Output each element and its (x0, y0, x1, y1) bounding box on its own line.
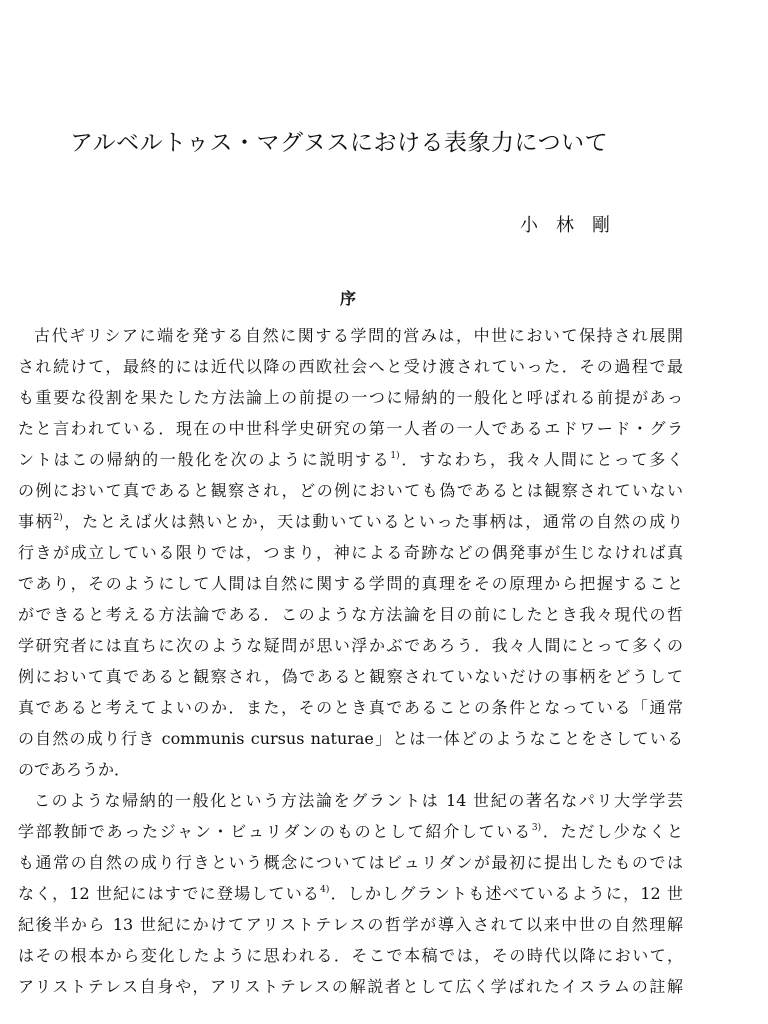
line-text-continued: ．ただし少なくと (541, 822, 683, 841)
author-name: 小林剛 (520, 215, 628, 236)
line-text: はその根本から変化したように思われる．そこで本稿では，その時代以降において， (18, 946, 683, 965)
line-text: 例において真であると観察され，偽であると観察されていないだけの事柄をどうして (18, 667, 683, 686)
line-text: のであろうか． (18, 760, 131, 779)
line-text: であり，そのようにして人間は自然に関する学問的真理をその原理から把握すること (18, 574, 683, 593)
line-text: 事柄 (18, 512, 54, 531)
body-line (18, 320, 683, 351)
line-text-continued: ，たとえば火は熱いとか，天は動いているといった事柄は，通常の自然の成り (62, 512, 683, 531)
body-line (18, 630, 683, 661)
footnote-marker: 2) (53, 513, 63, 523)
line-text: 古代ギリシアに端を発する自然に関する学問的営みは，中世において保持され展開 (34, 326, 683, 345)
body-line (18, 599, 683, 630)
line-text-continued: ．すなわち，我々人間にとって多く (399, 450, 683, 469)
body-text (18, 320, 683, 1002)
body-line (18, 475, 683, 506)
body-line (18, 754, 683, 785)
line-text: され続けて，最終的には近代以降の西欧社会へと受け渡されていった．その過程で最 (18, 357, 683, 376)
body-line (18, 444, 683, 475)
line-text: ントはこの帰納的一般化を次のように説明する (18, 450, 391, 469)
body-line (18, 413, 683, 444)
body-line (18, 568, 683, 599)
line-text-continued: ．しかしグラントも述べているように，12 世 (329, 884, 683, 903)
section-heading: 序 (340, 289, 357, 308)
line-text: たと言われている．現在の中世科学史研究の第一人者の一人であるエドワード・グラ (18, 419, 683, 438)
line-text: 行きが成立している限りでは，つまり，神による奇跡などの偶発事が生じなければ真 (18, 543, 683, 562)
body-line (18, 847, 683, 878)
line-text: も重要な役割を果たした方法論上の前提の一つに帰納的一般化と呼ばれる前提があっ (18, 388, 683, 407)
paper-title: アルベルトゥス・マグヌスにおける表象力について (70, 130, 609, 156)
line-text: の例において真であると観察され，どの例においても偽であるとは観察されていない (18, 481, 683, 500)
body-line (18, 909, 683, 940)
body-line (18, 537, 683, 568)
footnote-marker: 4) (320, 885, 330, 895)
line-text: 紀後半から 13 世紀にかけてアリストテレスの哲学が導入されて以来中世の自然理解 (18, 915, 683, 934)
line-text: 学研究者には直ちに次のような疑問が思い浮かぶであろう．我々人間にとって多くの (18, 636, 683, 655)
body-line (18, 785, 683, 816)
line-text: ができると考える方法論である．このような方法論を目の前にしたとき我々現代の哲 (18, 605, 683, 624)
body-line (18, 878, 683, 909)
body-line (18, 816, 683, 847)
line-text: の自然の成り行き communis cursus naturae」とは一体どのようなことをさしている (18, 729, 683, 748)
line-text: 学部教師であったジャン・ビュリダンのものとして紹介している (18, 822, 532, 841)
body-line (18, 351, 683, 382)
body-line (18, 940, 683, 971)
line-text: このような帰納的一般化という方法論をグラントは 14 世紀の著名なパリ大学学芸 (34, 791, 683, 810)
body-line (18, 661, 683, 692)
footnote-marker: 3) (531, 823, 542, 833)
footnote-marker: 1) (390, 451, 400, 461)
body-line (18, 723, 683, 754)
body-line (18, 692, 683, 723)
line-text: も通常の自然の成り行きという概念についてはビュリダンが最初に提出したものでは (18, 853, 683, 872)
line-text: 真であると考えてよいのか．また，そのとき真であることの条件となっている「通常 (18, 698, 683, 717)
body-line (18, 971, 683, 1002)
line-text: アリストテレス自身や，アリストテレスの解説者として広く学ばれたイスラムの註解 (18, 977, 683, 996)
body-line (18, 382, 683, 413)
line-text: なく，12 世紀にはすでに登場している (18, 884, 321, 903)
body-line (18, 506, 683, 537)
